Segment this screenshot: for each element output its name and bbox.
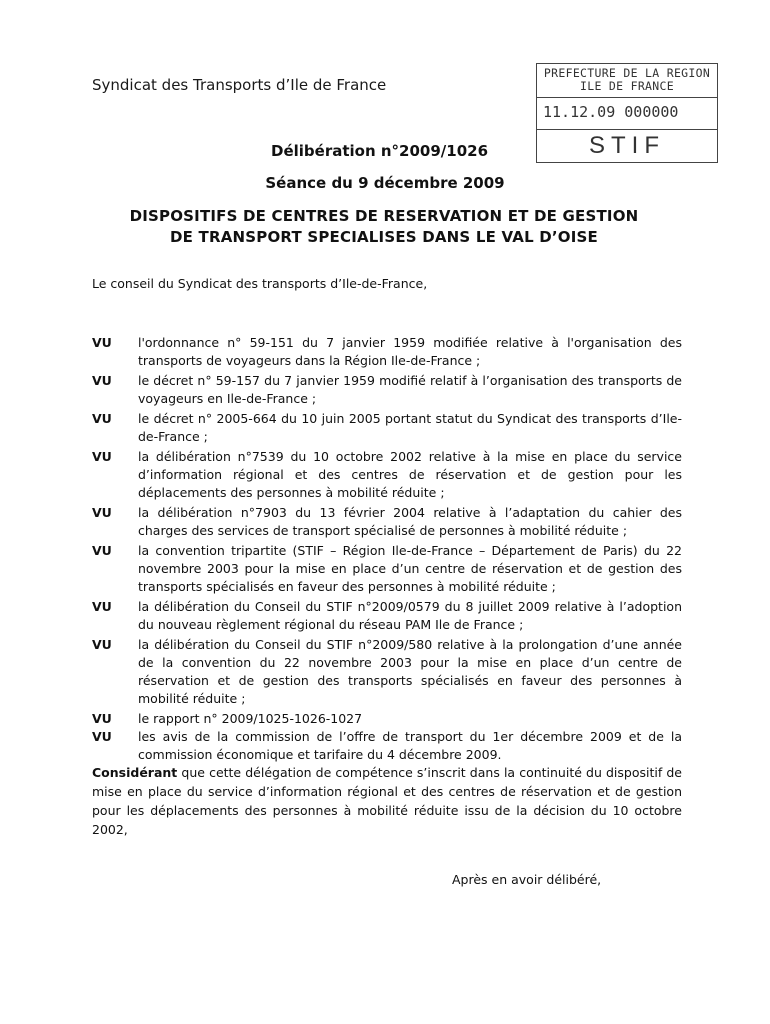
vu-text: la délibération n°7539 du 10 octobre 2002 relative à la mise en place du service d’information régional et des centres de réservation et de gestion pour les déplacements des personnes à mobilité réduite ; (138, 449, 682, 500)
vu-list (92, 334, 682, 766)
considerant-text: que cette délégation de compétence s’inscrit dans la continuité du dispositif de mise en place du service d’information régional et des centres de réservation et de gestion pour les déplacements des personnes à mobilité réduite issu de la décision du 10 octobre 2002, (92, 765, 682, 837)
vu-text: la délibération du Conseil du STIF n°2009/0579 du 8 juillet 2009 relative à l’adoption du nouveau règlement régional du réseau PAM Ile de France ; (138, 599, 682, 632)
document-heading (92, 206, 676, 248)
vu-item (92, 728, 682, 764)
vu-text: la délibération du Conseil du STIF n°2009/580 relative à la prolongation d’une année de la convention du 22 novembre 2003 pour la mise en place d’un centre de réservation et de gestion des transports spécialisés en faveur des personnes à mobilité réduite ; (138, 637, 682, 706)
vu-item (92, 334, 682, 370)
stamp-dept: STIF (537, 129, 717, 160)
stamp-line-2: ILE DE FRANCE (580, 79, 674, 93)
vu-item (92, 710, 682, 728)
vu-item (92, 542, 682, 596)
intro-text: Le conseil du Syndicat des transports d’Ile-de-France, (92, 276, 428, 291)
seance-date: Séance du 9 décembre 2009 (265, 174, 505, 192)
vu-label: VU (92, 373, 112, 388)
vu-label: VU (92, 543, 112, 558)
considerant-paragraph (92, 763, 682, 839)
vu-label: VU (92, 711, 112, 726)
heading-line-2: DE TRANSPORT SPECIALISES DANS LE VAL D’OISE (170, 228, 598, 246)
vu-text: l'ordonnance n° 59-151 du 7 janvier 1959 modifiée relative à l'organisation des transports de voyageurs dans la Région Ile-de-France ; (138, 335, 682, 368)
vu-text: la convention tripartite (STIF – Région Ile-de-France – Département de Paris) du 22 novembre 2003 pour la mise en place d’un centre de réservation et de gestion des transports spécialisés en faveur des personnes à mobilité réduite ; (138, 543, 682, 594)
vu-item (92, 598, 682, 634)
vu-item (92, 448, 682, 502)
vu-text: la délibération n°7903 du 13 février 2004 relative à l’adaptation du cahier des charges des services de transport spécialisé de personnes à mobilité réduite ; (138, 505, 682, 538)
deliberation-number: Délibération n°2009/1026 (271, 142, 489, 160)
vu-item (92, 372, 682, 408)
vu-label: VU (92, 335, 112, 350)
vu-label: VU (92, 449, 112, 464)
vu-text: le décret n° 59-157 du 7 janvier 1959 modifié relatif à l’organisation des transports de voyageurs en Ile-de-France ; (138, 373, 682, 406)
stamp-date-code: 11.12.09 000000 (537, 97, 717, 125)
organization-name: Syndicat des Transports d’Ile de France (92, 76, 387, 94)
vu-text: le rapport n° 2009/1025-1026-1027 (138, 711, 363, 726)
vu-label: VU (92, 411, 112, 426)
vu-item (92, 410, 682, 446)
vu-text: le décret n° 2005-664 du 10 juin 2005 portant statut du Syndicat des transports d’Ile-de-France ; (138, 411, 682, 444)
vu-label: VU (92, 637, 112, 652)
heading-line-1: DISPOSITIFS DE CENTRES DE RESERVATION ET DE GESTION (129, 207, 639, 225)
vu-label: VU (92, 729, 112, 744)
stamp-line-1: PREFECTURE DE LA REGION (543, 66, 711, 80)
vu-item (92, 636, 682, 708)
apres-deliberation: Après en avoir délibéré, (452, 872, 602, 887)
vu-label: VU (92, 505, 112, 520)
vu-text: les avis de la commission de l’offre de transport du 1er décembre 2009 et de la commission économique et tarifaire du 4 décembre 2009. (138, 729, 682, 762)
vu-item (92, 504, 682, 540)
considerant-keyword: Considérant (92, 765, 178, 780)
vu-label: VU (92, 599, 112, 614)
